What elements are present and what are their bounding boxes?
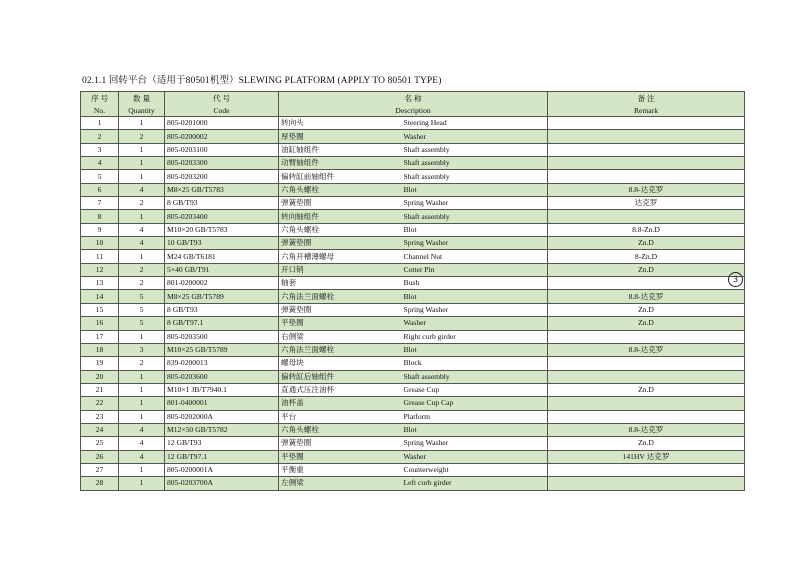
row-remark <box>548 157 745 170</box>
table-row <box>81 290 745 303</box>
row-remark <box>548 130 745 143</box>
row-number: 20 <box>81 370 119 383</box>
row-code: M8×25 GB/T5789 <box>165 290 279 303</box>
row-remark: Zn.D <box>548 317 745 330</box>
row-number: 27 <box>81 463 119 476</box>
row-code: 805-0200002 <box>165 130 279 143</box>
table-row <box>81 197 745 210</box>
row-name-en: Left curb girder <box>402 477 548 490</box>
row-name-cn: 平垫圈 <box>279 450 402 463</box>
table-row <box>81 170 745 183</box>
row-quantity: 5 <box>119 303 165 316</box>
row-remark: Zn.D <box>548 263 745 276</box>
row-name-en: Shaft assembly <box>402 370 548 383</box>
row-name-cn: 开口销 <box>279 263 402 276</box>
table-row <box>81 410 745 423</box>
row-name-cn: 平台 <box>279 410 402 423</box>
row-name-cn: 平衡重 <box>279 463 402 476</box>
row-remark <box>548 477 745 490</box>
row-name-cn: 平垫圈 <box>279 317 402 330</box>
row-number: 23 <box>81 410 119 423</box>
header-no: 序 号 <box>81 92 119 105</box>
row-number: 9 <box>81 223 119 236</box>
row-name-en: Bush <box>402 277 548 290</box>
row-number: 28 <box>81 477 119 490</box>
row-quantity: 4 <box>119 437 165 450</box>
row-name-en: Spring Washer <box>402 237 548 250</box>
header-row-en <box>81 104 745 117</box>
row-code: 839-0200013 <box>165 357 279 370</box>
row-remark: 141HV 达克罗 <box>548 450 745 463</box>
row-quantity: 1 <box>119 117 165 130</box>
row-name-cn: 动臂轴组件 <box>279 157 402 170</box>
row-name-cn: 六角开槽薄螺母 <box>279 250 402 263</box>
row-code: 805-0202000A <box>165 410 279 423</box>
row-name-cn: 弹簧垫圈 <box>279 303 402 316</box>
row-name-en: Shaft assembly <box>402 143 548 156</box>
row-name-en: Cotter Pin <box>402 263 548 276</box>
row-name-en: Grease Cup Cap <box>402 397 548 410</box>
row-number: 17 <box>81 330 119 343</box>
table-row <box>81 183 745 196</box>
table-row <box>81 303 745 316</box>
row-number: 2 <box>81 130 119 143</box>
row-name-cn: 轴套 <box>279 277 402 290</box>
row-code: 805-0203400 <box>165 210 279 223</box>
header-qty: 数 量 <box>119 92 165 105</box>
row-name-cn: 弹簧垫圈 <box>279 237 402 250</box>
row-code: 805-0203500 <box>165 330 279 343</box>
row-quantity: 4 <box>119 223 165 236</box>
row-remark: Zn.D <box>548 383 745 396</box>
row-quantity: 3 <box>119 343 165 356</box>
row-quantity: 1 <box>119 250 165 263</box>
row-remark <box>548 330 745 343</box>
table-row <box>81 423 745 436</box>
row-remark <box>548 357 745 370</box>
row-remark <box>548 170 745 183</box>
row-number: 24 <box>81 423 119 436</box>
row-name-en: Blot <box>402 343 548 356</box>
row-code: 805-0203100 <box>165 143 279 156</box>
row-code: M12×50 GB/T5782 <box>165 423 279 436</box>
row-name-en: Blot <box>402 183 548 196</box>
row-remark: 8.8-达克罗 <box>548 183 745 196</box>
row-name-en: Right curb girder <box>402 330 548 343</box>
table-row <box>81 397 745 410</box>
row-remark: Zn.D <box>548 303 745 316</box>
table-row <box>81 477 745 490</box>
row-code: 805-0203700A <box>165 477 279 490</box>
row-code: 801-0200002 <box>165 277 279 290</box>
header-remark-en: Remark <box>548 104 745 117</box>
row-name-en: Spring Washer <box>402 437 548 450</box>
row-number: 18 <box>81 343 119 356</box>
row-quantity: 2 <box>119 197 165 210</box>
row-number: 1 <box>81 117 119 130</box>
row-quantity: 4 <box>119 237 165 250</box>
row-name-cn: 左侧梁 <box>279 477 402 490</box>
row-number: 7 <box>81 197 119 210</box>
row-remark <box>548 143 745 156</box>
row-name-en: Shaft assembly <box>402 170 548 183</box>
row-remark <box>548 210 745 223</box>
table-row <box>81 117 745 130</box>
row-code: 805-0203200 <box>165 170 279 183</box>
row-code: M24 GB/T6181 <box>165 250 279 263</box>
row-quantity: 2 <box>119 357 165 370</box>
row-quantity: 1 <box>119 143 165 156</box>
row-code: 12 GB/T97.1 <box>165 450 279 463</box>
row-name-en: Blot <box>402 290 548 303</box>
row-quantity: 1 <box>119 383 165 396</box>
row-code: M10×25 GB/T5789 <box>165 343 279 356</box>
row-name-cn: 六角法兰面螺栓 <box>279 290 402 303</box>
row-name-en: Spring Washer <box>402 197 548 210</box>
row-name-cn: 六角头螺栓 <box>279 423 402 436</box>
row-quantity: 4 <box>119 450 165 463</box>
row-code: 8 GB/T93 <box>165 303 279 316</box>
row-number: 13 <box>81 277 119 290</box>
header-qty-en: Quantity <box>119 104 165 117</box>
row-number: 15 <box>81 303 119 316</box>
row-name-en: Blot <box>402 223 548 236</box>
row-quantity: 1 <box>119 397 165 410</box>
row-code: 805-0201000 <box>165 117 279 130</box>
row-name-cn: 右侧梁 <box>279 330 402 343</box>
row-number: 26 <box>81 450 119 463</box>
table-row <box>81 250 745 263</box>
row-name-cn: 弹簧垫圈 <box>279 197 402 210</box>
row-quantity: 1 <box>119 477 165 490</box>
row-number: 19 <box>81 357 119 370</box>
row-name-cn: 转向轴组件 <box>279 210 402 223</box>
row-remark: 8-Zn.D <box>548 250 745 263</box>
row-quantity: 2 <box>119 130 165 143</box>
row-name-en: Washer <box>402 317 548 330</box>
row-number: 12 <box>81 263 119 276</box>
row-name-cn: 螺母块 <box>279 357 402 370</box>
row-quantity: 1 <box>119 410 165 423</box>
table-row <box>81 210 745 223</box>
row-name-en: Shaft assembly <box>402 210 548 223</box>
row-name-cn: 六角头螺栓 <box>279 223 402 236</box>
header-no-en: No. <box>81 104 119 117</box>
row-remark: 8.8-达克罗 <box>548 290 745 303</box>
row-remark <box>548 410 745 423</box>
table-row <box>81 237 745 250</box>
row-quantity: 1 <box>119 330 165 343</box>
row-quantity: 4 <box>119 183 165 196</box>
row-name-en: Steering Head <box>402 117 548 130</box>
row-number: 25 <box>81 437 119 450</box>
row-code: 801-0400001 <box>165 397 279 410</box>
header-description-en: Description <box>279 104 548 117</box>
table-row <box>81 450 745 463</box>
row-quantity: 4 <box>119 423 165 436</box>
row-code: 805-0200001A <box>165 463 279 476</box>
row-remark: 达克罗 <box>548 197 745 210</box>
page-section-mark: 3 <box>728 272 743 287</box>
row-code: M10×1 JB/T7940.1 <box>165 383 279 396</box>
row-code: 5×40 GB/T91 <box>165 263 279 276</box>
row-remark <box>548 397 745 410</box>
row-code: 10 GB/T93 <box>165 237 279 250</box>
row-remark <box>548 117 745 130</box>
row-name-cn: 弹簧垫圈 <box>279 437 402 450</box>
table-row <box>81 157 745 170</box>
table-row <box>81 223 745 236</box>
table-row <box>81 277 745 290</box>
row-number: 21 <box>81 383 119 396</box>
table-row <box>81 463 745 476</box>
table-row <box>81 330 745 343</box>
row-quantity: 1 <box>119 463 165 476</box>
row-remark <box>548 463 745 476</box>
table-row <box>81 130 745 143</box>
row-name-en: Blot <box>402 423 548 436</box>
row-name-cn: 偏转缸后轴组件 <box>279 370 402 383</box>
row-name-en: Shaft assembly <box>402 157 548 170</box>
row-name-cn: 转向头 <box>279 117 402 130</box>
row-name-cn: 六角头螺栓 <box>279 183 402 196</box>
row-number: 3 <box>81 143 119 156</box>
row-quantity: 1 <box>119 370 165 383</box>
row-name-cn: 厚垫圈 <box>279 130 402 143</box>
row-quantity: 1 <box>119 157 165 170</box>
row-remark: 8.8-达克罗 <box>548 423 745 436</box>
row-quantity: 2 <box>119 277 165 290</box>
table-row <box>81 437 745 450</box>
parts-table <box>80 91 745 491</box>
row-name-cn: 油杯盖 <box>279 397 402 410</box>
row-name-cn: 油缸轴组件 <box>279 143 402 156</box>
table-row <box>81 143 745 156</box>
row-name-en: Platform <box>402 410 548 423</box>
header-description: 名 称 <box>279 92 548 105</box>
row-code: M10×20 GB/T5783 <box>165 223 279 236</box>
row-remark <box>548 277 745 290</box>
table-row <box>81 343 745 356</box>
row-quantity: 1 <box>119 210 165 223</box>
row-name-en: Washer <box>402 130 548 143</box>
row-name-en: Spring Washer <box>402 303 548 316</box>
row-quantity: 5 <box>119 317 165 330</box>
header-row-cn <box>81 92 745 105</box>
row-number: 4 <box>81 157 119 170</box>
table-row <box>81 370 745 383</box>
row-remark: 8.8-达克罗 <box>548 343 745 356</box>
row-code: 8 GB/T97.1 <box>165 317 279 330</box>
table-row <box>81 383 745 396</box>
row-quantity: 1 <box>119 170 165 183</box>
header-code-en: Code <box>165 104 279 117</box>
row-number: 11 <box>81 250 119 263</box>
header-remark: 备 注 <box>548 92 745 105</box>
row-name-en: Washer <box>402 450 548 463</box>
table-row <box>81 317 745 330</box>
parts-table-body <box>81 117 745 491</box>
table-row <box>81 357 745 370</box>
row-remark: 8.8-Zn.D <box>548 223 745 236</box>
row-name-cn: 直通式压注油杯 <box>279 383 402 396</box>
row-quantity: 2 <box>119 263 165 276</box>
row-number: 8 <box>81 210 119 223</box>
table-row <box>81 263 745 276</box>
row-number: 16 <box>81 317 119 330</box>
header-code: 代 号 <box>165 92 279 105</box>
row-name-cn: 六角法兰面螺栓 <box>279 343 402 356</box>
row-code: 805-0203300 <box>165 157 279 170</box>
row-name-en: Counterweight <box>402 463 548 476</box>
row-name-cn: 偏转缸前轴组件 <box>279 170 402 183</box>
row-number: 10 <box>81 237 119 250</box>
row-remark: Zn.D <box>548 237 745 250</box>
row-number: 5 <box>81 170 119 183</box>
row-name-en: Grease Cup <box>402 383 548 396</box>
row-code: 8 GB/T93 <box>165 197 279 210</box>
row-remark: Zn.D <box>548 437 745 450</box>
row-code: 805-0203600 <box>165 370 279 383</box>
row-code: M8×25 GB/T5783 <box>165 183 279 196</box>
row-quantity: 5 <box>119 290 165 303</box>
row-number: 22 <box>81 397 119 410</box>
page-title: 02.1.1 回转平台（适用于80501机型）SLEWING PLATFORM (APPLY TO 80501 TYPE) <box>82 76 442 86</box>
row-name-en: Channel Nut <box>402 250 548 263</box>
row-remark <box>548 370 745 383</box>
row-code: 12 GB/T93 <box>165 437 279 450</box>
row-name-en: Block <box>402 357 548 370</box>
row-number: 14 <box>81 290 119 303</box>
row-number: 6 <box>81 183 119 196</box>
